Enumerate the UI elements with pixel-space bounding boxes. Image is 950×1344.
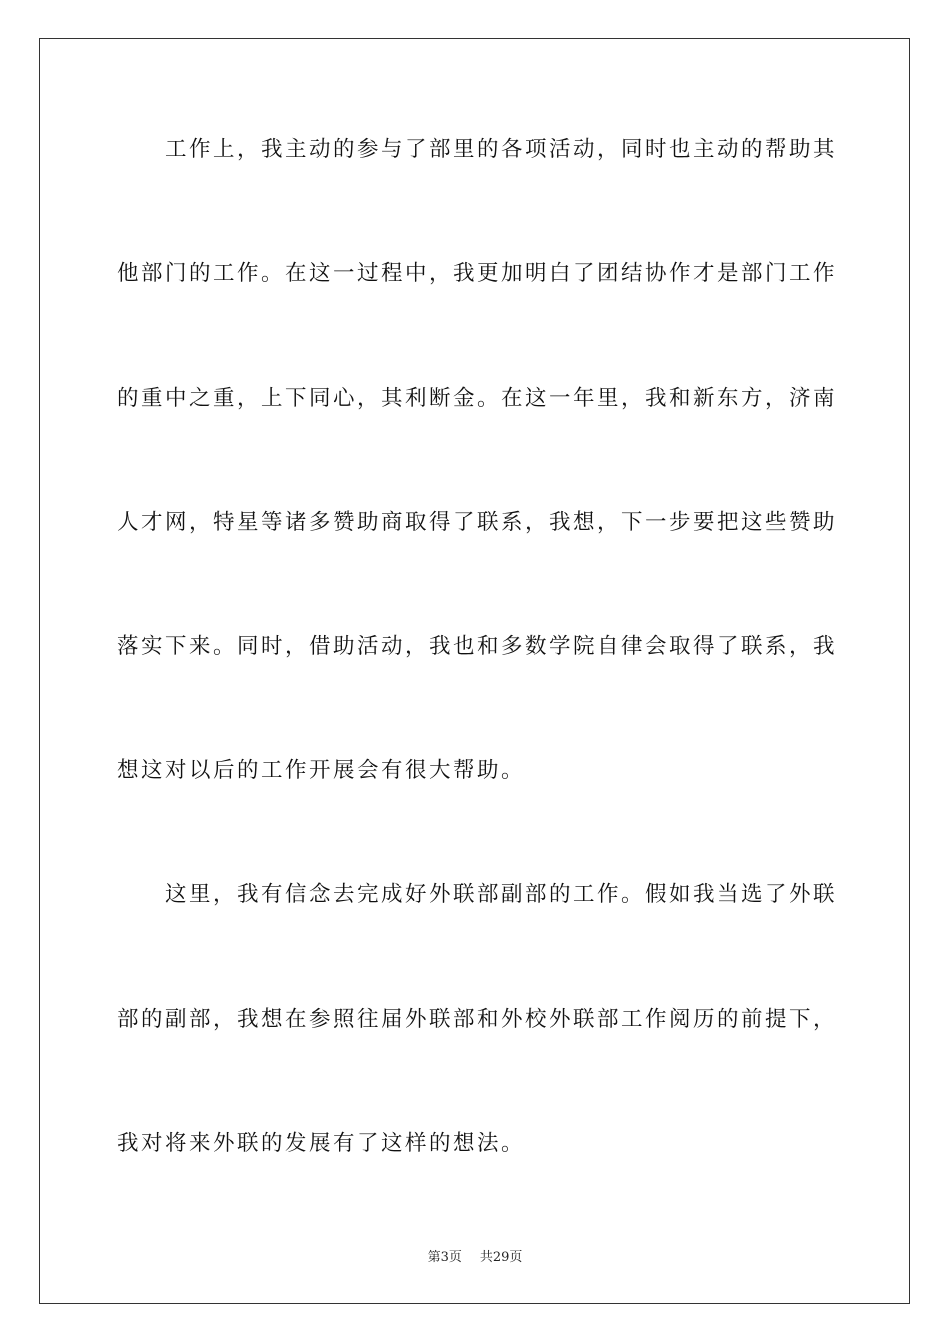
paragraph-2-line-1: 这里，我有信念去完成好外联部副部的工作。假如我当选了外联	[165, 882, 838, 907]
total-pages: 共29页	[479, 1250, 523, 1265]
paragraph-1-line-2: 他部门的工作。在这一过程中，我更加明白了团结协作才是部门工作	[117, 261, 838, 286]
paragraph-1-line-3: 的重中之重，上下同心，其利断金。在这一年里，我和新东方，济南	[117, 386, 838, 411]
paragraph-1-line-1: 工作上，我主动的参与了部里的各项活动，同时也主动的帮助其	[165, 137, 838, 162]
paragraph-1-line-5: 落实下来。同时，借助活动，我也和多数学院自律会取得了联系，我	[117, 634, 838, 659]
page-footer	[0, 1246, 950, 1265]
page-border	[39, 38, 910, 1304]
paragraph-2-line-2: 部的副部，我想在参照往届外联部和外校外联部工作阅历的前提下，	[117, 1007, 838, 1032]
paragraph-1-line-6: 想这对以后的工作开展会有很大帮助。	[117, 758, 526, 783]
paragraph-2-line-3: 我对将来外联的发展有了这样的想法。	[117, 1131, 526, 1156]
paragraph-1-line-4: 人才网，特星等诸多赞助商取得了联系，我想，下一步要把这些赞助	[117, 510, 838, 535]
page-number: 第3页	[427, 1250, 462, 1265]
